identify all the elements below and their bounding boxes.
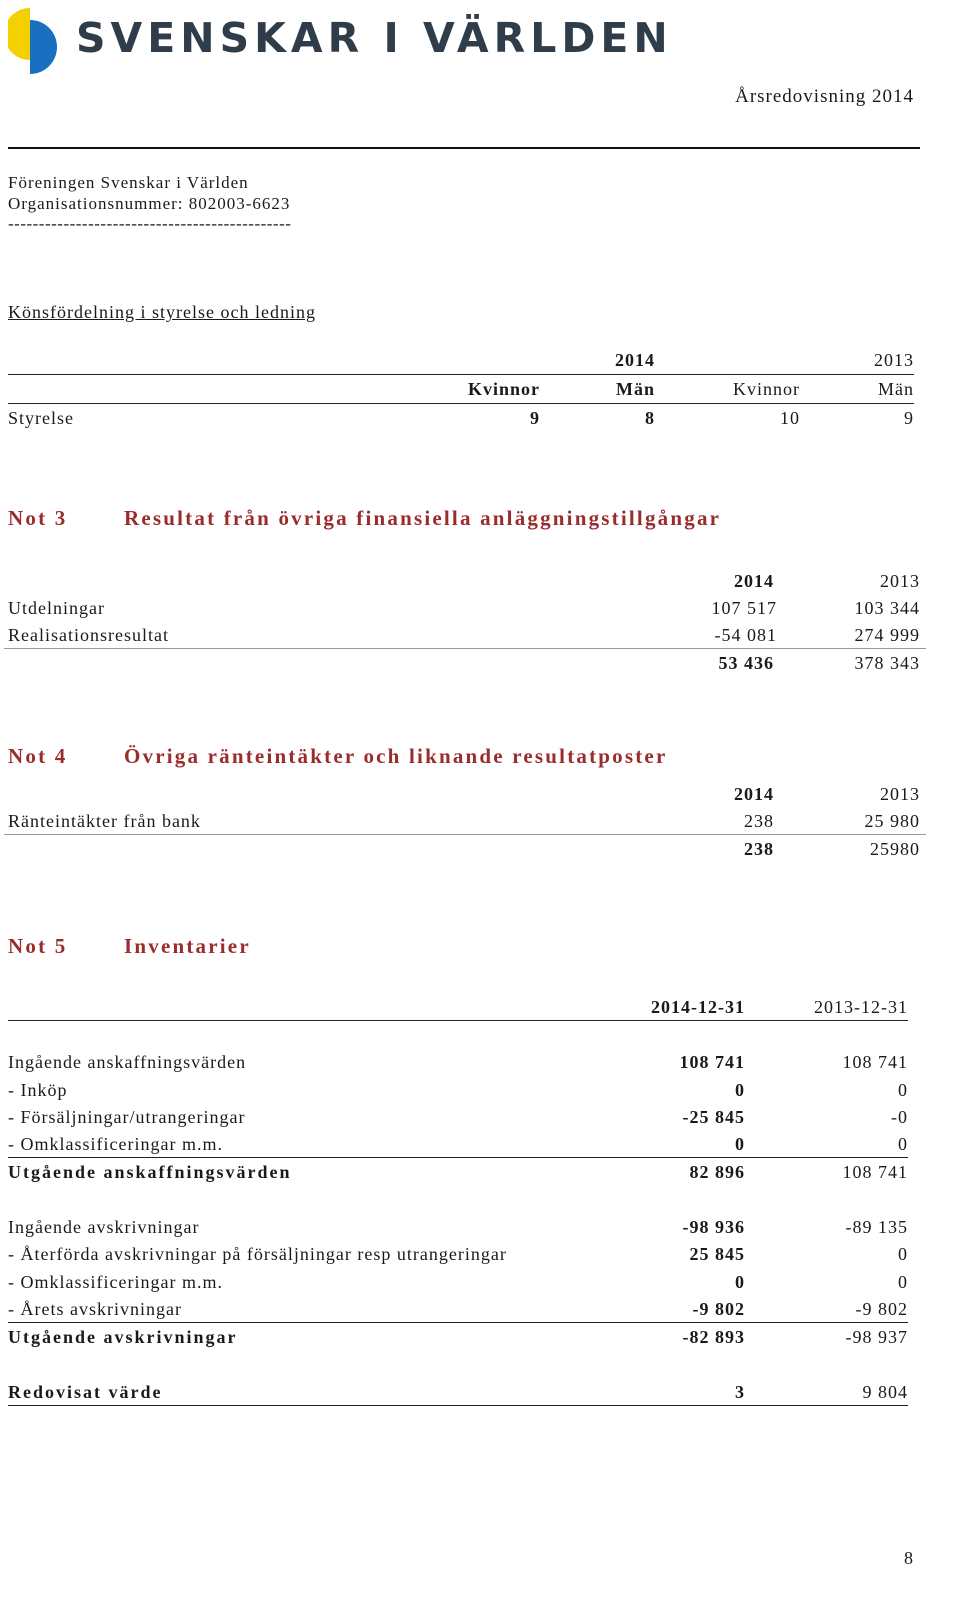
note4-row-label: Ränteintäkter från bank [8, 811, 201, 831]
report-title: Årsredovisning 2014 [735, 86, 914, 107]
note4-row-value: 238 [744, 811, 774, 831]
note5-row-value: 25 845 [689, 1244, 745, 1264]
gender-value: 8 [645, 408, 655, 428]
gender-header-women-2013: Kvinnor [733, 379, 800, 399]
note5-row-value: 0 [898, 1272, 908, 1292]
note5-row-value: 0 [735, 1134, 745, 1154]
note5-row-label: Ingående anskaffningsvärden [8, 1052, 247, 1072]
gender-value: 9 [904, 408, 914, 428]
note5-row-label: - Omklassificeringar m.m. [8, 1272, 223, 1292]
note4-divider [4, 834, 926, 835]
note5-sum-value: -82 893 [682, 1327, 745, 1347]
note3-row-label: Realisationsresultat [8, 625, 169, 645]
note3-total: 53 436 [718, 653, 774, 673]
note5-final-value: 9 804 [862, 1382, 908, 1402]
note5-row-label: - Inköp [8, 1080, 68, 1100]
note5-row-value: -89 135 [845, 1217, 908, 1237]
gender-header-men-2014: Män [616, 379, 655, 399]
note5-row-value: 108 741 [679, 1052, 745, 1072]
note5-sum-label: Utgående anskaffningsvärden [8, 1162, 292, 1182]
note3-row-label: Utdelningar [8, 598, 105, 618]
org-dashes: ---------------------------------------------- [8, 214, 292, 233]
note4-year-2013: 2013 [880, 784, 920, 804]
note5-sum-label: Utgående avskrivningar [8, 1327, 238, 1347]
gender-year-2013: 2013 [874, 350, 914, 370]
note4-total: 238 [744, 839, 774, 859]
note5-title: Inventarier [124, 934, 251, 958]
org-name: Föreningen Svenskar i Världen [8, 173, 249, 192]
note5-number: Not 5 [8, 934, 68, 958]
note5-row-label: Ingående avskrivningar [8, 1217, 200, 1237]
note4-row-value: 25 980 [864, 811, 920, 831]
note3-row-value: -54 081 [714, 625, 777, 645]
note5-row-value: 0 [735, 1080, 745, 1100]
note5-row-value: -0 [891, 1107, 908, 1127]
note5-sum-value: -98 937 [845, 1327, 908, 1347]
gender-value: 9 [530, 408, 540, 428]
note5-sum2-divider [8, 1322, 908, 1323]
note5-final-divider [8, 1405, 908, 1406]
note5-final-label: Redovisat värde [8, 1382, 163, 1402]
note3-row-value: 103 344 [854, 598, 920, 618]
gender-title: Könsfördelning i styrelse och ledning [8, 302, 316, 322]
note5-row-label: - Omklassificeringar m.m. [8, 1134, 223, 1154]
org-number: Organisationsnummer: 802003-6623 [8, 194, 291, 213]
gender-divider-1 [8, 374, 914, 375]
gender-value: 10 [780, 408, 800, 428]
note3-title: Resultat från övriga finansiella anläggningstillgångar [124, 506, 722, 530]
note3-divider [4, 648, 926, 649]
note4-year-2014: 2014 [734, 784, 774, 804]
note5-sum-value: 82 896 [689, 1162, 745, 1182]
note5-date-2013: 2013-12-31 [814, 997, 908, 1017]
note5-final-value: 3 [735, 1382, 745, 1402]
gender-header-men-2013: Män [878, 379, 914, 399]
note5-sum1-divider [8, 1157, 908, 1158]
note5-row-label: - Återförda avskrivningar på försäljningar resp utrangeringar [8, 1244, 507, 1264]
note5-row-value: 0 [898, 1134, 908, 1154]
note5-row-label: - Årets avskrivningar [8, 1299, 182, 1319]
note5-sum-value: 108 741 [842, 1162, 908, 1182]
gender-divider-2 [8, 403, 914, 404]
logo [8, 6, 58, 74]
note5-date-2014: 2014-12-31 [651, 997, 745, 1017]
note4-total: 25980 [870, 839, 920, 859]
note4-title: Övriga ränteintäkter och liknande resultatposter [124, 744, 668, 768]
note5-row-value: -9 802 [855, 1299, 908, 1319]
note3-number: Not 3 [8, 506, 68, 530]
note5-row-value: 0 [898, 1080, 908, 1100]
page-number: 8 [904, 1548, 914, 1568]
brand-wordmark: SVENSKAR I VÄRLDEN [76, 14, 673, 62]
note5-row-value: -25 845 [682, 1107, 745, 1127]
note3-year-2013: 2013 [880, 571, 920, 591]
logo-mark-icon [8, 6, 58, 74]
note5-row-value: 108 741 [842, 1052, 908, 1072]
note5-row-value: 0 [735, 1272, 745, 1292]
note3-row-value: 274 999 [854, 625, 920, 645]
gender-header-women-2014: Kvinnor [467, 379, 540, 399]
note5-header-divider [8, 1020, 908, 1021]
note3-year-2014: 2014 [734, 571, 774, 591]
note3-row-value: 107 517 [711, 598, 777, 618]
note5-row-value: 0 [898, 1244, 908, 1264]
note4-number: Not 4 [8, 744, 68, 768]
note5-row-value: -98 936 [682, 1217, 745, 1237]
header-divider [8, 147, 920, 149]
note3-total: 378 343 [854, 653, 920, 673]
note5-row-value: -9 802 [692, 1299, 745, 1319]
gender-year-2014: 2014 [615, 350, 655, 370]
gender-row-label: Styrelse [8, 408, 74, 428]
note5-row-label: - Försäljningar/utrangeringar [8, 1107, 246, 1127]
